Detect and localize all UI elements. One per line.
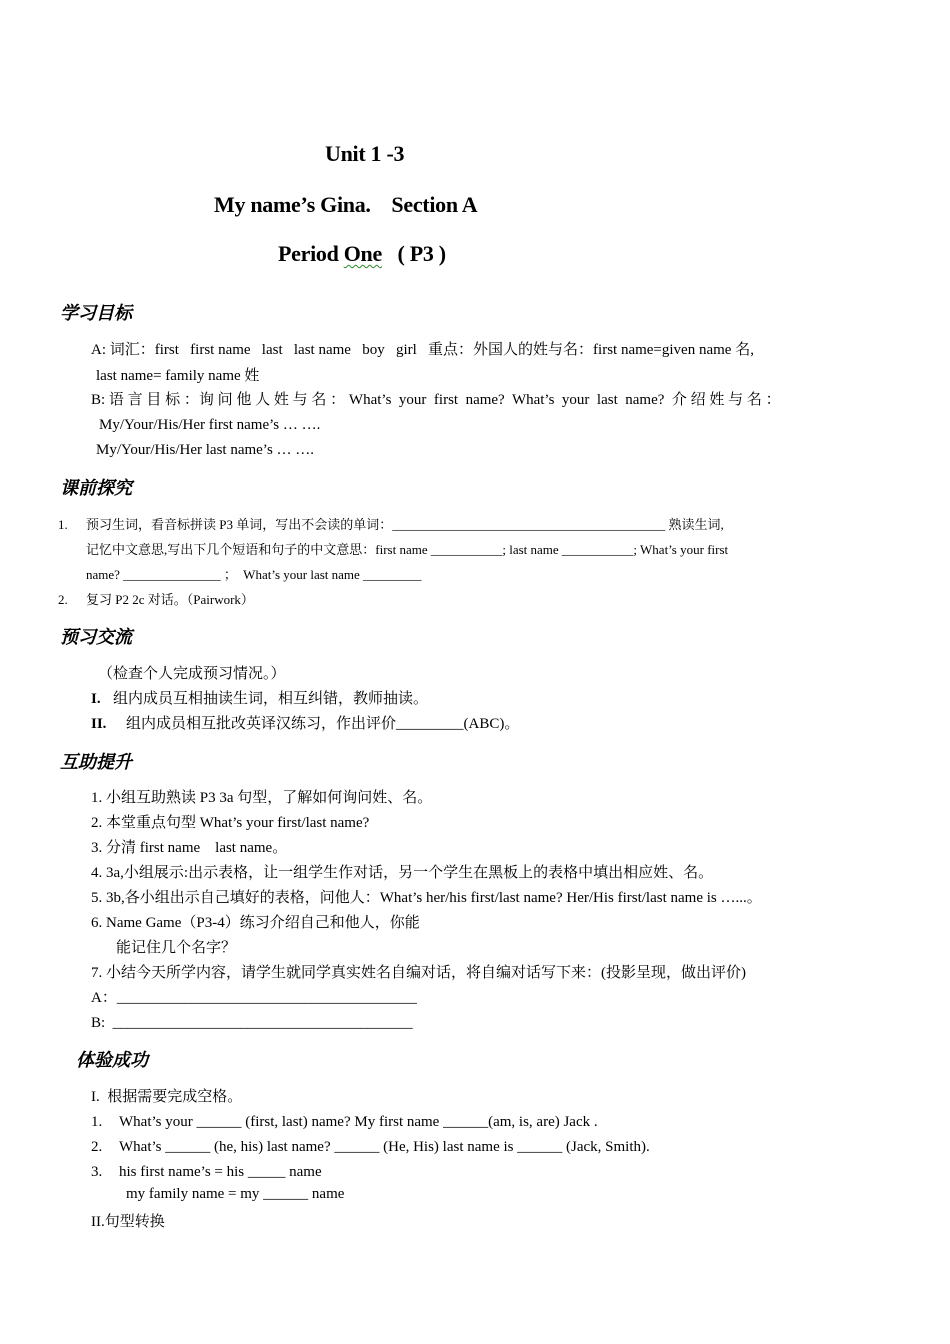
success-part-2-title: II.句型转换	[91, 1214, 165, 1230]
period-number-word: One	[343, 241, 382, 266]
mutual-item-3: 3. 分清 first name last name。	[91, 840, 288, 856]
preview-item-2: 复习 P2 2c 对话。（Pairwork）	[86, 592, 254, 607]
mutual-item-2: 2. 本堂重点句型 What’s your first/last name?	[91, 815, 370, 831]
exchange-item-2-number: II.	[91, 716, 107, 732]
goals-vocab-line-2: last name= family name 姓	[96, 368, 260, 384]
exchange-item-1: 组内成员互相抽读生词，相互纠错，教师抽读。	[113, 691, 429, 707]
mutual-item-6: 6. Name Game（P3-4）练习介绍自己和他人，你能	[91, 915, 420, 931]
preview-item-1-number: 1.	[58, 517, 68, 532]
goals-language-pattern-1: My/Your/His/Her first name’s … ….	[99, 417, 321, 433]
dialogue-line-a: A：________________________________________	[91, 990, 417, 1006]
period-title	[278, 240, 446, 268]
exchange-heading: 预习交流	[60, 627, 132, 647]
exchange-note: （检查个人完成预习情况。）	[98, 666, 286, 682]
exercise-2: What’s ______ (he, his) last name? ______ (He, His) last name is ______ (Jack, Smith).	[119, 1139, 650, 1155]
mutual-item-1: 1. 小组互助熟读 P3 3a 句型，了解如何询问姓、名。	[91, 790, 433, 806]
mutual-item-6-continued: 能记住几个名字？	[116, 940, 237, 956]
dialogue-line-b: B: ________________________________________	[91, 1015, 413, 1031]
unit-title: Unit 1 -3	[325, 141, 405, 166]
exercise-3-line-2: my family name = my ______ name	[126, 1186, 345, 1202]
mutual-item-7: 7. 小结今天所学内容，请学生就同学真实姓名自编对话，将自编对话写下来：(投影呈现，做出评价)	[91, 965, 746, 981]
exchange-item-2: 组内成员相互批改英译汉练习，作出评价_________(ABC)。	[126, 716, 520, 732]
preview-item-1-line-2: 记忆中文意思,写出下几个短语和句子的中文意思：first name ___________; last name ___________; What’s your first	[86, 542, 729, 557]
preview-heading: 课前探究	[60, 478, 132, 498]
goals-heading: 学习目标	[60, 303, 132, 323]
success-heading: 体验成功	[76, 1050, 148, 1070]
exchange-item-1-number: I.	[91, 691, 101, 707]
mutual-heading: 互助提升	[60, 752, 132, 772]
lesson-title: My name’s Gina. Section A	[214, 192, 478, 217]
preview-item-1-line-1: 预习生词，看音标拼读 P3 单词，写出不会读的单词：__________________________________________ 熟读生词,	[86, 517, 724, 532]
mutual-item-4: 4. 3a,小组展示:出示表格，让一组学生作对话，另一个学生在黑板上的表格中填出相应姓、名。	[91, 865, 714, 881]
goals-vocab-line: A: 词汇：first first name last last name boy girl 重点：外国人的姓与名：first name=given name 名,	[91, 342, 754, 358]
period-page: ( P3 )	[381, 241, 446, 266]
preview-item-2-number: 2.	[58, 592, 68, 607]
goals-language-pattern-2: My/Your/His/Her last name’s … ….	[96, 442, 315, 458]
exercise-2-number: 2.	[91, 1139, 103, 1155]
exercise-3-number: 3.	[91, 1164, 103, 1180]
goals-language-line: B: 语 言 目 标 ：询 问 他 人 姓 与 名 ： What’s your first name? What’s your last name? 介 绍 姓 与 名 ：	[91, 392, 781, 408]
success-part-1-title: I. 根据需要完成空格。	[91, 1089, 243, 1105]
exercise-1-number: 1.	[91, 1114, 103, 1130]
exercise-3-line-1: his first name’s = his _____ name	[119, 1164, 322, 1180]
exercise-1: What’s your ______ (first, last) name? My first name ______(am, is, are) Jack .	[119, 1114, 598, 1130]
period-word: Period	[278, 241, 339, 266]
preview-item-1-line-3: name? _______________ ； What’s your last name _________	[86, 567, 422, 582]
mutual-item-5: 5. 3b,各小组出示自己填好的表格，问他人：What’s her/his first/last name? Her/His first/last name is …...。	[91, 890, 762, 906]
